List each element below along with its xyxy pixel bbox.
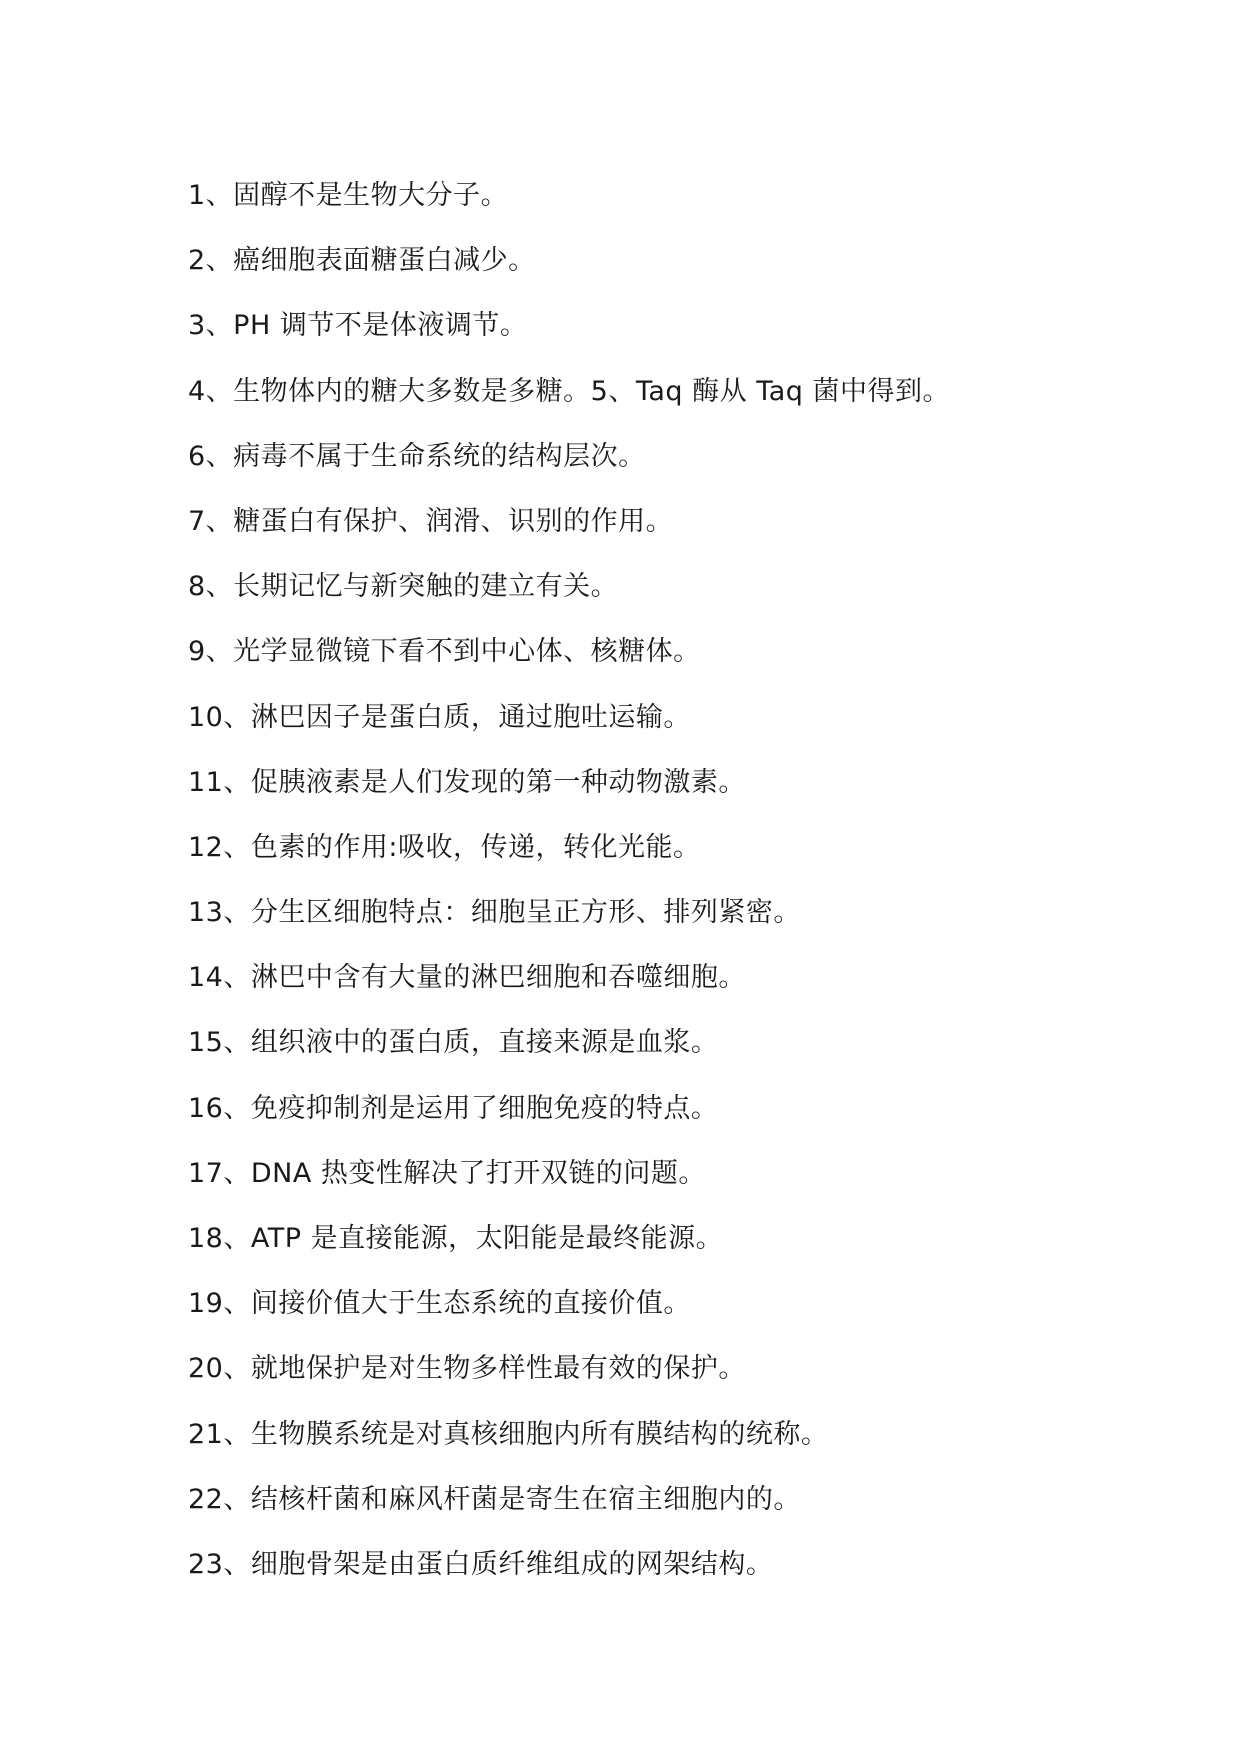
statement-line: 10、淋巴因子是蛋白质，通过胞吐运输。 [188,701,691,733]
statement-line: 9、光学显微镜下看不到中心体、核糖体。 [188,636,701,668]
statement-list [188,176,950,1675]
statement-line: 13、分生区细胞特点：细胞呈正方形、排列紧密。 [188,897,801,929]
statement-line: 8、长期记忆与新突触的建立有关。 [188,571,619,603]
statement-line: 2、癌细胞表面糖蛋白减少。 [188,245,536,277]
statement-line: 18、ATP 是直接能源，太阳能是最终能源。 [188,1223,724,1254]
statement-line [188,1610,950,1675]
statement-line: 1、固醇不是生物大分子。 [188,180,509,211]
statement-line: 23、细胞骨架是由蛋白质纤维组成的网架结构。 [188,1548,774,1580]
statement-line: 3、PH 调节不是体液调节。 [188,310,528,342]
statement-line: 19、间接价值大于生态系统的直接价值。 [188,1288,691,1320]
statement-line: 20、就地保护是对生物多样性最有效的保护。 [188,1353,746,1385]
statement-line: 21、生物膜系统是对真核细胞内所有膜结构的统称。 [188,1418,829,1450]
statement-line: 17、DNA 热变性解决了打开双链的问题。 [188,1157,706,1189]
statement-line: 15、组织液中的蛋白质，直接来源是血浆。 [188,1027,719,1059]
statement-line: 4、生物体内的糖大多数是多糖。5、Taq 酶从 Taq 菌中得到。 [188,375,951,407]
statement-line: 6、病毒不属于生命系统的结构层次。 [188,440,646,472]
statement-line: 22、结核杆菌和麻风杆菌是寄生在宿主细胞内的。 [188,1483,801,1515]
statement-line: 16、免疫抑制剂是运用了细胞免疫的特点。 [188,1092,719,1124]
statement-line: 14、淋巴中含有大量的淋巴细胞和吞噬细胞。 [188,962,746,994]
statement-line: 11、促胰液素是人们发现的第一种动物激素。 [188,766,746,798]
statement-line: 12、色素的作用:吸收，传递，转化光能。 [188,831,701,863]
statement-line: 7、糖蛋白有保护、润滑、识别的作用。 [188,505,674,537]
